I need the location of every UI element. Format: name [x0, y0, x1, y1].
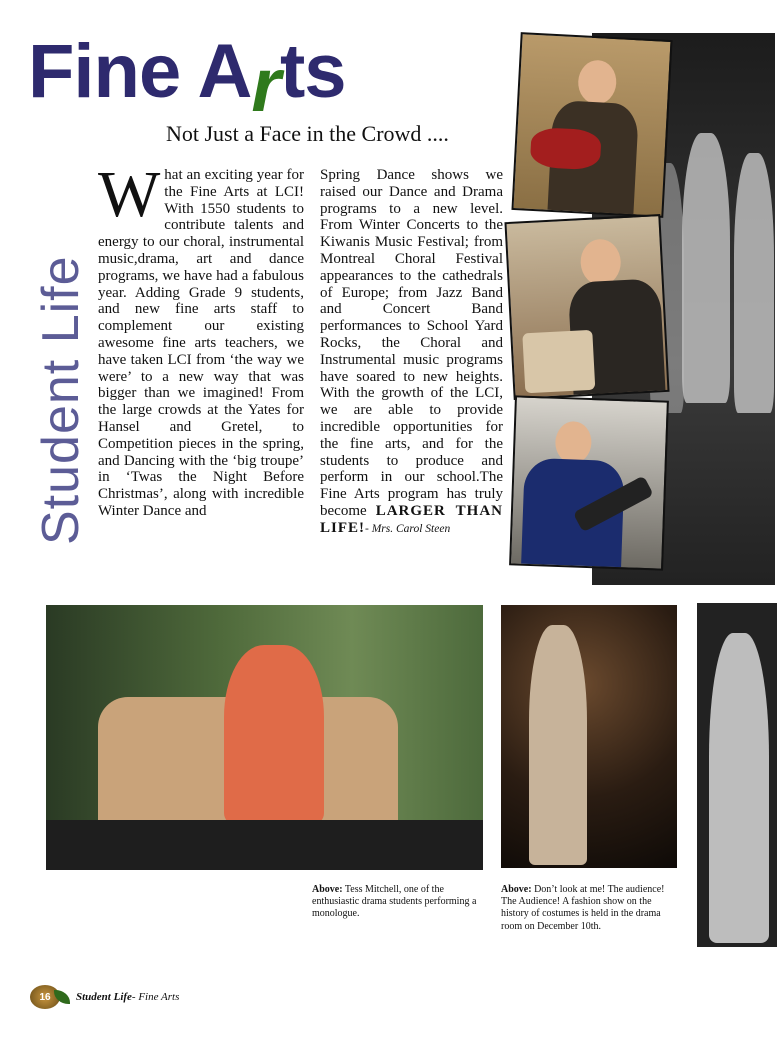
footer-section	[76, 991, 179, 1003]
caption-lead: Above:	[501, 884, 532, 895]
stage-floor	[46, 820, 483, 870]
article-text-2: Spring Dance shows we raised our Dance and Drama programs to a new level. From Winter Concerts to the Kiwanis Music Festival; from Montreal Choral Festival appearances to the cathedrals of Europe; from Jazz Band and Concert Band performances to School Yard Rocks, the Choral and Instrumental music programs have soared to new heights. With the growth of the LCI, we are able to provide incredible opportunities for the fine arts, and for the students to produce and perform in our school.The Fine Arts program has truly become	[320, 167, 503, 519]
article-column-2	[320, 167, 503, 538]
performer-figure	[529, 625, 587, 865]
monologue-stage-photo	[46, 605, 483, 870]
caption-text: Tess Mitchell, one of the enthusiastic drama students performing a monologue.	[312, 884, 477, 920]
caption-lead: Above:	[312, 884, 343, 895]
title-part-1: Fine A	[28, 29, 252, 114]
fashion-show-photo	[501, 605, 677, 868]
article-text-1: hat an exciting year for the Fine Arts at LCI! With 1550 students to contribute talents and energy to our choral, instrumental music,drama, art and dance programs, we have had a fabulous year. Adding Grade 9 students, and new fine arts staff to complement our existing awesome fine arts teachers, we have taken LCI from ‘the way we were’ to a new way that was bigger than we imagined! From the large crowds at the Yates for Hansel and Gretel, to Competition pieces in the spring, and Dancing with the ‘big troupe’ in ‘Twas the Night Before Christmas’, along with incredible Winter Dance and	[98, 167, 304, 519]
art-student-photo	[504, 214, 669, 400]
dancer-figure	[682, 133, 730, 403]
article-byline: - Mrs. Carol Steen	[365, 522, 451, 535]
page-title	[28, 29, 346, 128]
bass-student-photo	[509, 395, 669, 570]
craft-table	[522, 330, 595, 394]
dancer-photo	[697, 603, 777, 947]
title-part-2: ts	[280, 29, 346, 114]
footer-subsection: - Fine Arts	[131, 991, 180, 1003]
student-face	[555, 421, 592, 464]
article-emphasis: LARGER THAN LIFE!	[320, 502, 503, 536]
guitar-student-photo	[511, 32, 672, 218]
article-column-1	[98, 158, 304, 520]
caption-monologue	[312, 884, 490, 921]
guitar	[530, 127, 602, 171]
title-accent-letter: r	[251, 43, 280, 128]
caption-fashion-show	[501, 884, 677, 933]
page-footer	[30, 985, 179, 1009]
student-face	[579, 238, 621, 286]
page-subtitle: Not Just a Face in the Crowd ....	[166, 121, 449, 146]
dancer-figure	[734, 153, 774, 413]
caption-text: Don’t look at me! The audience! The Audience! A fashion show on the history of costumes is held in the drama room on December 10th.	[501, 884, 665, 932]
drop-cap: W	[98, 158, 161, 231]
dancer-figure	[709, 633, 769, 943]
page-number-badge: 16	[30, 985, 60, 1009]
section-label: Student Life	[32, 255, 90, 545]
performer-figure	[224, 645, 324, 825]
footer-section-name: Student Life	[76, 991, 132, 1003]
student-face	[577, 59, 617, 105]
